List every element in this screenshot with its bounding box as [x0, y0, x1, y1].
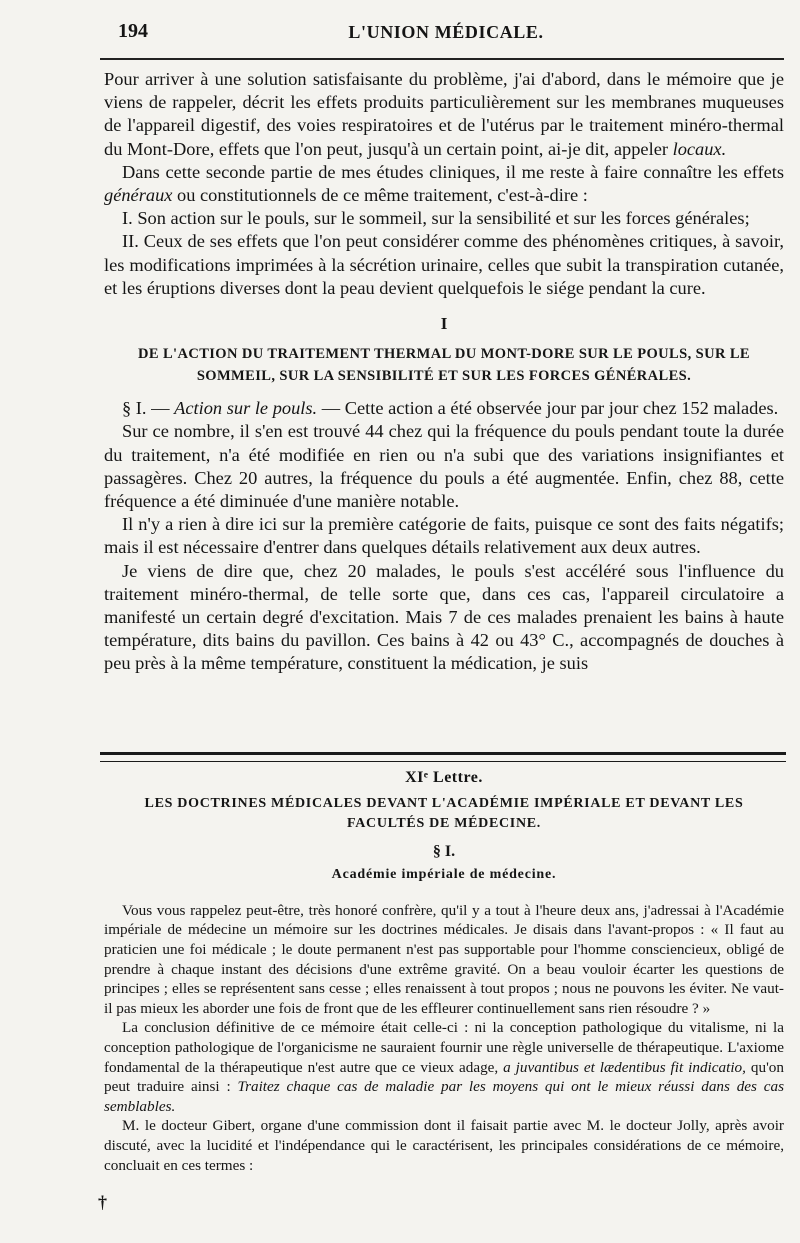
page-header	[118, 20, 774, 50]
running-title: L'UNION MÉDICALE.	[348, 22, 544, 42]
feuilleton-section: § I.	[432, 842, 456, 860]
paragraph: Sur ce nombre, il s'en est trouvé 44 chez qui la fréquence du pouls pendant toute la durée du traitement, n'a été modifiée en rien ou n'a subi que des variations insignifiantes et passagères. Chez 20 autres, la fréquence du pouls a été augmentée. Enfin, chez 88, cette fréquence a été diminuée d'une manière notable.	[104, 421, 784, 512]
header-rule	[100, 58, 784, 60]
paragraph: La conclusion définitive de ce mémoire était celle-ci : ni la conception pathologique du vitalisme, ni la conception pathologique de l'organicisme ne sauraient fournir une règle universelle de thérapeutique. L'axiome fondamental de la thérapeutique n'est autre que ce vieux adage, a juvantibus et lædentibus fit indicatio, qu'on peut traduire ainsi : Traitez chaque cas de maladie par les moyens qui ont le mieux réussi dans des cas semblables.	[104, 1019, 784, 1115]
paragraph: II. Ceux de ses effets que l'on peut considérer comme des phénomènes critiques, à savoir, les modifications imprimées à la sécrétion urinaire, celles que subit la transpiration cutanée, et les éruptions diverses dont la peau devient quelquefois le siége pendant la cure.	[104, 231, 784, 298]
paragraph: M. le docteur Gibert, organe d'une commission dont il faisait partie avec M. le docteur Jolly, après avoir discuté, avec la lucidité et l'indépendance qui le caractérisent, les principales considérations de ce mémoire, concluait en ces termes :	[104, 1117, 784, 1174]
letter-title: XIᵉ Lettre.	[405, 769, 483, 786]
paragraph: § I. — Action sur le pouls. — Cette action a été observée jour par jour chez 152 malades.	[122, 398, 779, 419]
paragraph: Il n'y a rien à dire ici sur la première catégorie de faits, puisque ce sont des faits négatifs; mais il est nécessaire d'entrer dans quelques détails relativement aux deux autres.	[104, 514, 784, 558]
paragraph: Je viens de dire que, chez 20 malades, le pouls s'est accéléré sous l'influence du traitement minéro-thermal, de telle sorte que, dans ces cas, l'appareil circulatoire a manifesté un certain degré d'excitation. Mais 7 de ces malades prenaient les bains à haute température, dits bains du pavillon. Ces bains à 42 ou 43° C., accompagnés de douches à peu près à la même température, constituent la médication, je suis	[104, 560, 784, 674]
feuilleton-subheading: Académie impériale de médecine.	[331, 867, 557, 883]
section-number: I	[440, 314, 448, 334]
article-body	[104, 68, 784, 676]
feuilleton-divider	[100, 752, 786, 762]
paragraph: I. Son action sur le pouls, sur le sommeil, sur la sensibilité et sur les forces générales;	[122, 208, 750, 229]
paragraph: Dans cette seconde partie de mes études cliniques, il me reste à faire connaître les effets généraux ou constitutionnels de ce même traitement, c'est-à-dire :	[104, 161, 784, 206]
footer-mark: †	[98, 1192, 107, 1212]
paragraph: Vous vous rappelez peut-être, très honoré confrère, qu'il y a tout à l'heure deux ans, j'adressai à l'Académie impériale de médecine un mémoire sur les doctrines médicales. Je disais dans l'avant-propos : « Il faut au praticien une foi médicale ; le doute permanent n'est pas supportable pour l'homme consciencieux, obligé de prendre à chaque instant des décisions d'une extrême gravité. On a beau vouloir écarter les questions de principes ; elles se représentent sans cesse ; elles renaissent à tout propos ; nous ne pouvons les éviter. Ne vaut-il pas mieux les aborder une fois de front que de les effleurer continuellement sans rien résoudre ? »	[104, 901, 784, 1017]
section-title: DE L'ACTION DU TRAITEMENT THERMAL DU MONT-DORE SUR LE POULS, SUR LE SOMMEIL, SUR LA SENSIBILITÉ ET SUR LES FORCES GÉNÉRALES.	[137, 346, 750, 385]
paragraph: Pour arriver à une solution satisfaisante du problème, j'ai d'abord, dans le mémoire que je viens de rappeler, décrit les effets produits particulièrement sur les membranes muqueuses de l'appareil digestif, des voies respiratoires et de l'utérus par le traitement minéro-thermal du Mont-Dore, effets que l'on peut, jusqu'à un certain point, ai-je dit, appeler locaux.	[104, 69, 784, 159]
feuilleton	[104, 768, 784, 1175]
feuilleton-heading: LES DOCTRINES MÉDICALES DEVANT L'ACADÉMIE IMPÉRIALE ET DEVANT LES FACULTÉS DE MÉDECINE.	[144, 795, 744, 831]
page-number: 194	[118, 20, 148, 42]
